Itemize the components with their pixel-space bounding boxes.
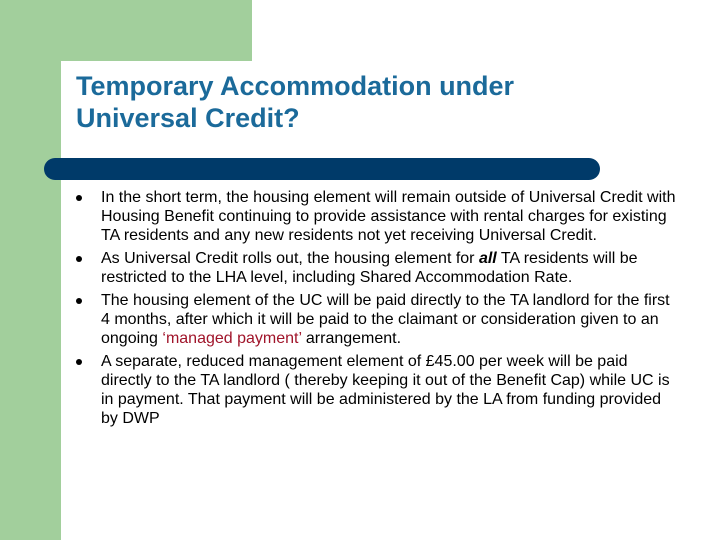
bullet-emphasis: all: [478, 250, 497, 267]
title-divider-bar: [44, 158, 600, 180]
bullet-dot-icon: [76, 256, 82, 262]
bullet-item: [76, 352, 676, 428]
bullet-text-before: As Universal Credit rolls out, the housing element for: [101, 250, 479, 267]
bullet-text-before: The housing element of the UC will be paid directly to the TA landlord for the first 4 months, after which it will be paid to the claimant or consideration given to an ongoing: [101, 292, 670, 347]
bullet-highlight: ‘managed payment’: [162, 330, 302, 347]
bullet-item: [76, 188, 676, 245]
bullet-item: [76, 291, 676, 348]
slide-title: [76, 70, 676, 134]
bullet-dot-icon: [76, 298, 82, 304]
slide-title-line-1: Temporary Accommodation under: [76, 71, 515, 101]
bullet-dot-icon: [76, 359, 82, 365]
bullet-text-after: arrangement.: [301, 330, 402, 347]
bullet-text: In the short term, the housing element will remain outside of Universal Credit with Housing Benefit continuing to provide assistance with rental charges for existing TA residents and any new residents not yet receiving Universal Credit.: [101, 189, 676, 244]
green-top-band: [0, 0, 252, 61]
bullet-list: [76, 188, 676, 432]
bullet-text: A separate, reduced management element of £45.00 per week will be paid directly to the TA landlord ( thereby keeping it out of the Benefit Cap) while UC is in payment. That payment will be administered by the LA from funding provided by DWP: [101, 353, 670, 427]
bullet-text-after: TA residents will be restricted to the LHA level, including Shared Accommodation Rate.: [101, 250, 638, 286]
bullet-dot-icon: [76, 195, 82, 201]
bullet-item: [76, 249, 676, 287]
slide-title-line-2: Universal Credit?: [76, 103, 300, 133]
green-side-band: [0, 0, 61, 540]
